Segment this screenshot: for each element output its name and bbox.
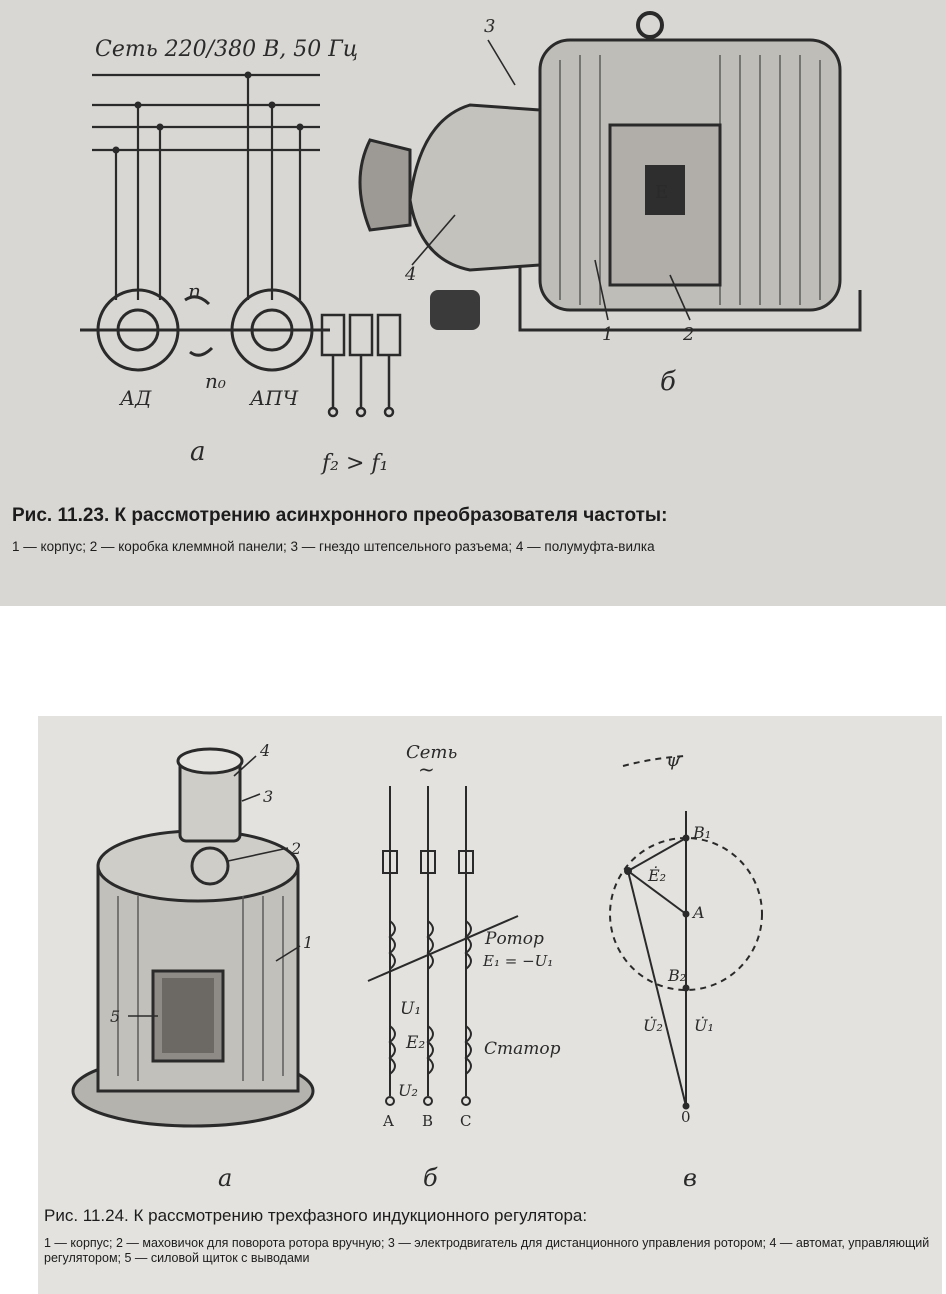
motor-label: АД [120, 386, 152, 410]
caption-title-1123: Рис. 11.23. К рассмотрению асинхронного преобразователя частоты: [12, 505, 668, 526]
frequency-label: f₂ > f₁ [322, 451, 389, 476]
converter-machine-sketch [360, 13, 860, 397]
regulator-sketch [73, 741, 313, 1192]
terminal-a: A [383, 1112, 394, 1130]
rotor-label: Ротор [485, 929, 544, 949]
network-bus-lines [92, 75, 320, 300]
nameplate-text: E [655, 182, 669, 203]
b2-label: B₂ [668, 966, 687, 985]
network-tilde: ~ [418, 757, 435, 781]
callout-3-1123: 3 [484, 16, 496, 37]
network-label-1123: Сеть 220/380 В, 50 Гц [95, 37, 359, 62]
slip-rings [322, 315, 400, 416]
network-label-1124: Сеть [406, 742, 458, 763]
callout-2-1123: 2 [683, 324, 695, 345]
sub-label-a-1124: а [218, 1164, 233, 1192]
sub-label-v-1124: в [683, 1164, 697, 1192]
speed0-label: n₀ [205, 369, 226, 393]
sub-label-b-1124: б [423, 1164, 438, 1192]
sub-label-a-1123: а [190, 437, 206, 467]
emf-relation: E₁ = −U₁ [483, 952, 554, 970]
origin-label: 0 [681, 1108, 691, 1126]
b1-label: B₁ [693, 823, 712, 842]
callout-1-1123: 1 [602, 324, 614, 345]
callout-4-1124: 4 [260, 741, 271, 760]
u2-label: U₂ [398, 1081, 418, 1100]
machine-circles [80, 290, 330, 370]
sub-label-b-1123: б [660, 367, 676, 397]
callout-4-1123: 4 [405, 264, 417, 285]
point-a-label: A [693, 903, 705, 922]
terminal-c: C [460, 1112, 472, 1130]
callout-3-1124: 3 [263, 787, 274, 806]
callout-1-1124: 1 [303, 933, 314, 952]
caption-legend-1124: 1 — корпус; 2 — маховичок для поворота ротора вручную; 3 — электродвигатель для дистанционного управления ротором; 4 — автомат, управляющий регулятором; 5 — силовой щиток с выводами [44, 1236, 930, 1265]
callout-5-1124: 5 [110, 1007, 121, 1026]
caption-title-1124: Рис. 11.24. К рассмотрению трехфазного индукционного регулятора: [44, 1206, 588, 1225]
u2-vector-label: U̇₂ [643, 1016, 663, 1035]
vector-diagram [610, 756, 762, 1106]
stator-label: Статор [484, 1039, 561, 1059]
u1-vector-label: U̇₁ [694, 1016, 714, 1035]
speed-label: n [188, 279, 201, 303]
converter-label: АПЧ [250, 386, 299, 410]
callout-2-1124: 2 [291, 839, 302, 858]
u1-label: U₁ [400, 999, 422, 1019]
e2-label: E₂ [406, 1033, 426, 1053]
figure-11-24 [38, 716, 942, 1294]
psi-label: ψ [666, 750, 681, 771]
figure-11-23 [0, 0, 946, 606]
terminal-b: B [422, 1112, 434, 1130]
e2-vector-label: Ė₂ [648, 866, 667, 885]
caption-legend-1123: 1 — корпус; 2 — коробка клеммной панели; 3 — гнездо штепсельного разъема; 4 — полумуфта-вилка [12, 539, 655, 554]
